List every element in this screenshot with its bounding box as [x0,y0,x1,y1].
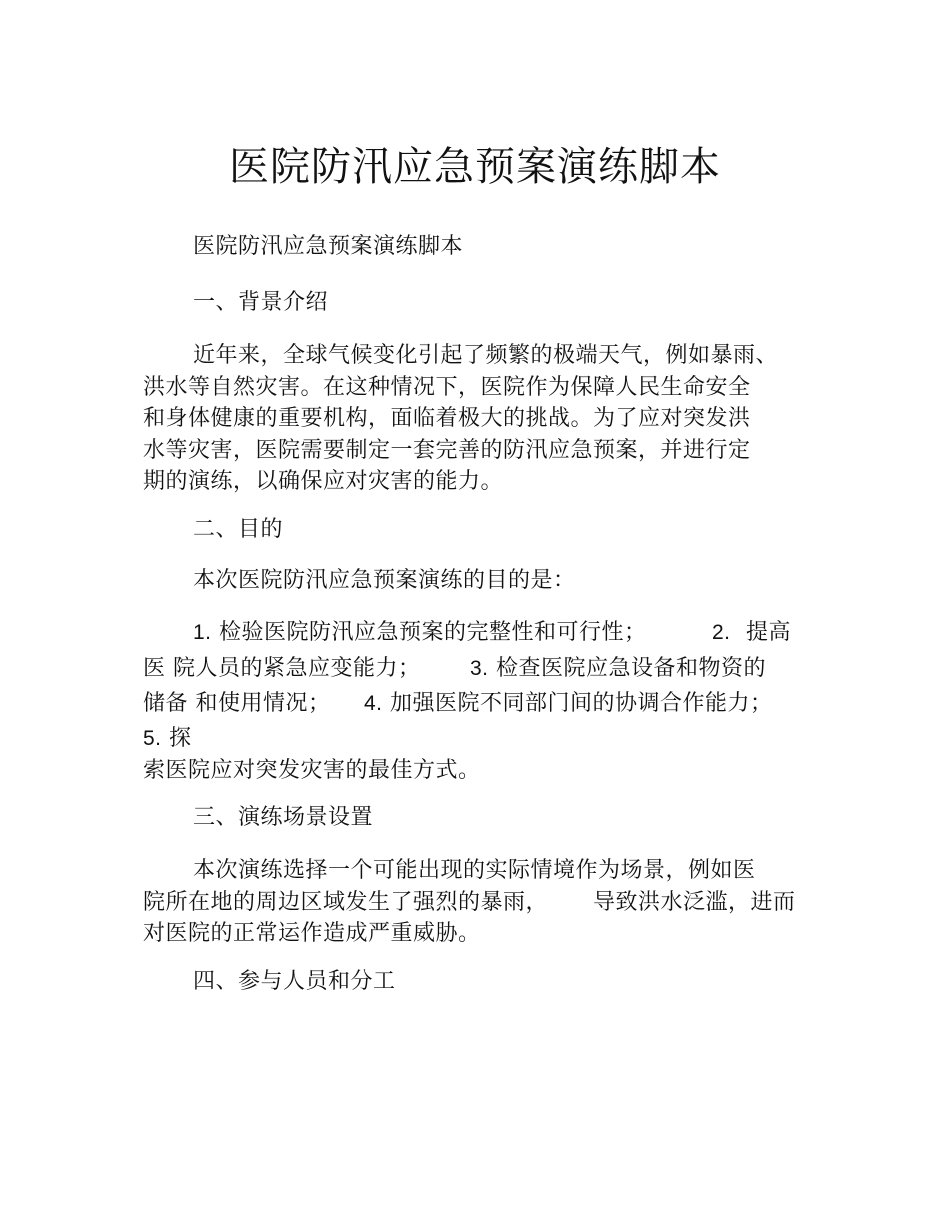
section-heading-participants: 四、参与人员和分工 [193,969,396,994]
goal-line-2b: 医 院人员的紧急应变能力； [143,656,421,681]
paragraph-line: 水等灾害，医院需要制定一套完善的防汛应急预案，并进行定 [143,438,751,463]
goal-line-5a [143,724,192,754]
goal-line-3b: 储备 和使用情况； [143,691,331,716]
section-heading-scenario: 三、演练场景设置 [193,805,374,830]
goal-line-4 [364,689,773,719]
paragraph-line: 导致洪水泛滥，进而 [593,890,796,915]
paragraph-line: 本次演练选择一个可能出现的实际情境作为场景，例如医 [193,858,756,883]
paragraph-line: 期的演练，以确保应对灾害的能力。 [143,469,504,494]
goal-number: 5. [143,727,162,750]
goal-number: 1. [193,621,212,644]
paragraph-line: 和身体健康的重要机构，面临着极大的挑战。为了应对突发洪 [143,406,751,431]
goal-text: 检验医院防汛应急预案的完整性和可行性； [219,620,647,645]
goal-line-5b: 索医院应对突发灾害的最佳方式。 [143,758,481,783]
goal-number: 3. [470,657,489,680]
subtitle: 医院防汛应急预案演练脚本 [193,234,464,259]
goal-line-1 [193,618,647,648]
goal-number: 4. [364,692,383,715]
goal-text: 检查医院应急设备和物资的 [496,656,767,681]
section-heading-purpose: 二、目的 [193,517,284,542]
paragraph-line: 院所在地的周边区域发生了强烈的暴雨， [143,890,549,915]
page-title: 医院防汛应急预案演练脚本 [229,144,721,190]
goal-text: 探 [169,726,192,751]
section-heading-background: 一、背景介绍 [193,290,329,315]
paragraph-line: 近年来，全球气候变化引起了频繁的极端天气，例如暴雨、 [193,343,779,368]
paragraph-line: 对医院的正常运作造成严重威胁。 [143,921,481,946]
purpose-intro: 本次医院防汛应急预案演练的目的是： [193,568,576,593]
goal-text: 提高 [746,620,792,645]
goal-text: 加强医院不同部门间的协调合作能力； [390,691,773,716]
goal-number: 2. [712,621,731,644]
goal-line-2a [712,618,791,648]
paragraph-line: 洪水等自然灾害。在这种情况下，医院作为保障人民生命安全 [143,375,751,400]
goal-line-3a [470,654,766,684]
